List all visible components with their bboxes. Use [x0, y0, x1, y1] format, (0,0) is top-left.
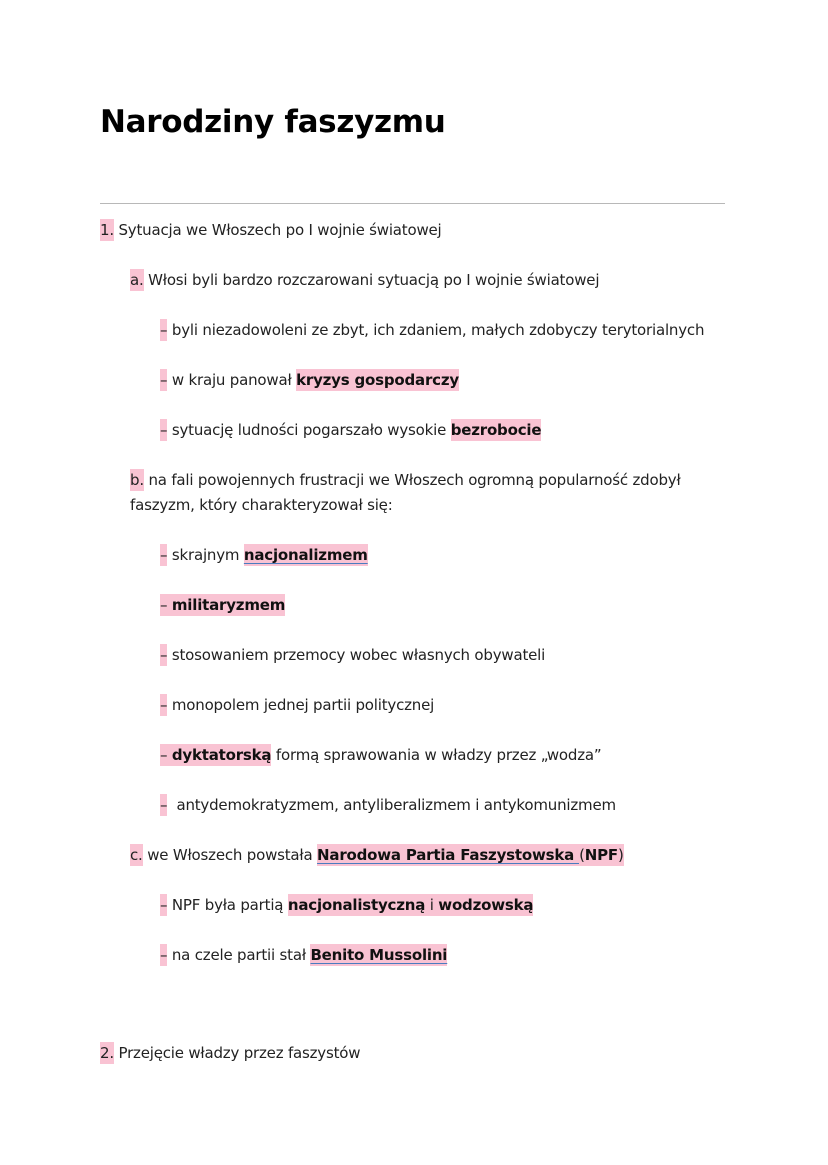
highlighted-text: – [160, 596, 172, 614]
highlighted-text: – [160, 421, 168, 439]
highlighted-text: – [160, 896, 168, 914]
sub-list-item [160, 368, 459, 393]
highlighted-text: NPF [584, 846, 618, 864]
sub-list-item [160, 743, 601, 768]
horizontal-divider [100, 203, 725, 204]
sub-list-item [160, 943, 447, 968]
highlighted-text: Narodowa Partia Faszystowska [317, 846, 580, 864]
highlighted-text: kryzys gospodarczy [296, 371, 459, 389]
highlighted-text: ) [617, 846, 624, 864]
highlighted-text: b. [130, 471, 144, 489]
highlighted-text: – [160, 696, 168, 714]
text: na czele partii stał [167, 946, 311, 964]
text: NPF była partią [167, 896, 288, 914]
highlighted-text: ( [579, 846, 585, 864]
section-heading [100, 218, 442, 243]
highlighted-text: wodzowską [438, 896, 534, 914]
text: monopolem jednej partii politycznej [167, 696, 435, 714]
list-item [130, 843, 624, 868]
text: w kraju panował [167, 371, 297, 389]
text: Włosi byli bardzo rozczarowani sytuacją po I wojnie światowej [143, 271, 600, 289]
highlighted-text: dyktatorską [171, 746, 272, 764]
highlighted-text: nacjonalistyczną [287, 896, 426, 914]
highlighted-text: a. [130, 271, 144, 289]
highlighted-text: – [160, 746, 172, 764]
text: stosowaniem przemocy wobec własnych obywateli [167, 646, 546, 664]
list-item [130, 268, 599, 293]
sub-list-item [160, 643, 545, 668]
sub-list-item [160, 693, 434, 718]
highlighted-text: bezrobocie [450, 421, 542, 439]
sub-list-item [160, 593, 285, 618]
text: we Włoszech powstała [142, 846, 318, 864]
highlighted-text: c. [130, 846, 143, 864]
highlighted-text: nacjonalizmem [243, 546, 368, 564]
highlighted-text: i [425, 896, 439, 914]
highlighted-text: – [160, 796, 168, 814]
sub-list-item [160, 793, 616, 818]
sub-list-item [160, 543, 368, 568]
highlighted-text: – [160, 321, 168, 339]
highlighted-text: 1. [100, 221, 114, 239]
sub-list-item [160, 318, 704, 343]
text: sytuację ludności pogarszało wysokie [167, 421, 451, 439]
highlighted-text: 2. [100, 1044, 114, 1062]
highlighted-text: militaryzmem [171, 596, 286, 614]
page-title: Narodziny faszyzmu [100, 104, 446, 140]
text: skrajnym [167, 546, 244, 564]
highlighted-text: Benito Mussolini [310, 946, 448, 964]
text: Sytuacja we Włoszech po I wojnie światowej [113, 221, 442, 239]
text: formą sprawowania w władzy przez „wodza” [271, 746, 602, 764]
section-heading [100, 1041, 360, 1066]
text: na fali powojennych frustracji we Włoszech ogromną popularność zdobył faszyzm, który charakteryzował się: [130, 471, 686, 514]
text: byli niezadowoleni ze zbyt, ich zdaniem, małych zdobyczy terytorialnych [167, 321, 705, 339]
text: antydemokratyzmem, antyliberalizmem i antykomunizmem [167, 796, 616, 814]
sub-list-item [160, 418, 541, 443]
list-item [130, 468, 730, 518]
highlighted-text: – [160, 371, 168, 389]
highlighted-text: – [160, 946, 168, 964]
sub-list-item [160, 893, 533, 918]
text: Przejęcie władzy przez faszystów [113, 1044, 361, 1062]
highlighted-text: – [160, 546, 168, 564]
highlighted-text: – [160, 646, 168, 664]
